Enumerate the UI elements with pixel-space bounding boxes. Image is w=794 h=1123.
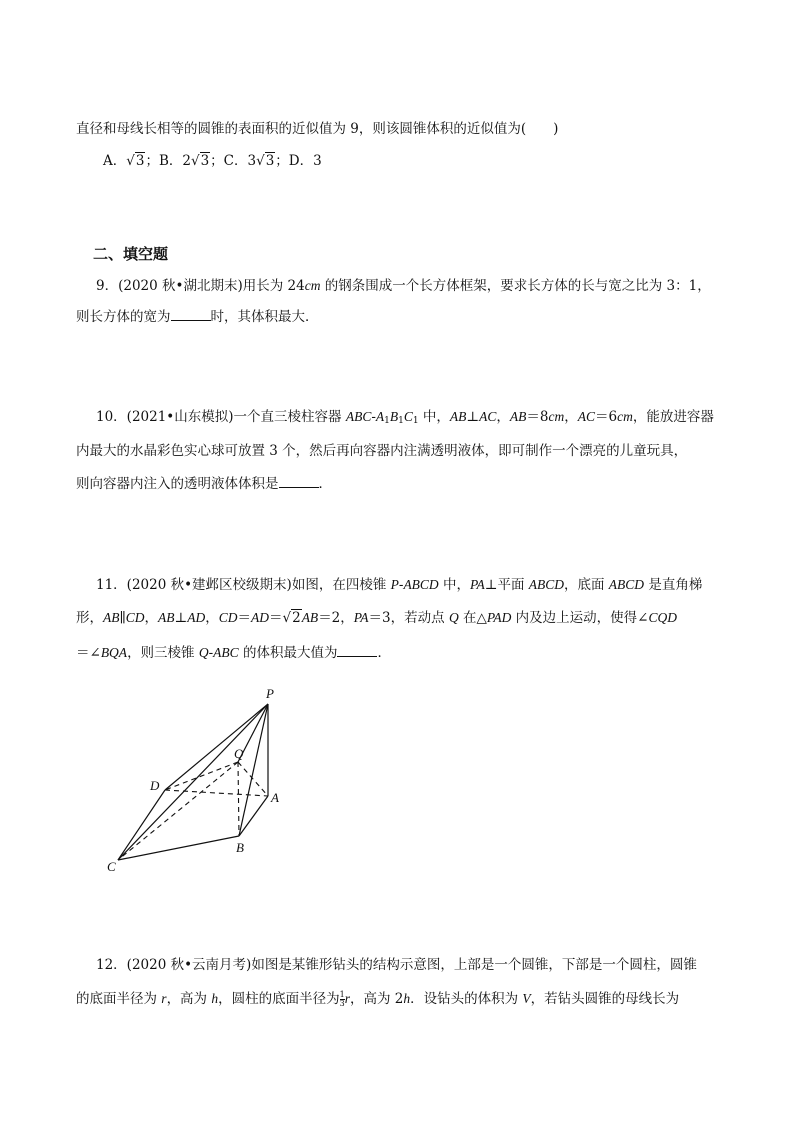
q11-answer-blank[interactable] — [337, 642, 377, 657]
edge-qa-hidden — [238, 762, 268, 796]
label-b: B — [236, 840, 244, 855]
edge-dc — [118, 790, 165, 860]
edge-qd-hidden — [165, 762, 238, 790]
q8-options: A．√3；B．2√3；C．3√3；D．3 — [103, 153, 322, 169]
label-p: P — [266, 686, 274, 701]
q10-line3: 则向容器内注入的透明液体体积是 ． — [76, 473, 332, 494]
edge-qc-hidden — [118, 762, 238, 860]
label-c: C — [107, 859, 116, 874]
q9-line2: 则长方体的宽为 时，其体积最大． — [76, 306, 319, 327]
q8-stem: 直径和母线长相等的圆锥的表面积的近似值为 9，则该圆锥体积的近似值为( ) — [76, 121, 559, 137]
q12-line1: 12．(2020 秋•云南月考)如图是某锥形钻头的结构示意图，上部是一个圆锥，下部是一个圆柱，圆锥 — [96, 957, 697, 973]
q10-answer-blank[interactable] — [279, 473, 319, 488]
q9-answer-blank[interactable] — [171, 306, 211, 321]
edge-cb — [118, 836, 239, 860]
label-a: A — [271, 790, 279, 805]
q11-line1: 11．(2020 秋•建邺区校级期末)如图，在四棱锥 P-ABCD 中，PA⊥平面 ABCD，底面 ABCD 是直角梯 — [96, 577, 703, 593]
section-heading: 二、填空题 — [93, 245, 169, 263]
label-d: D — [150, 778, 160, 793]
pyramid-figure — [100, 680, 300, 875]
label-q: Q — [234, 746, 244, 761]
q9-line1: 9．(2020 秋•湖北期末)用长为 24cm 的钢条围成一个长方体框架，要求长方体的长与宽之比为 3：1， — [96, 278, 711, 294]
q12-line2: 的底面半径为 r，高为 h，圆柱的底面半径为 $\frac{1}{3}$ r，高为 2h．设钻头的体积为 V，若钻头圆锥的母线长为 — [76, 990, 680, 1008]
q11-line2: 形，AB∥CD，AB⊥AD，CD＝AD＝√2AB＝2，PA＝3，若动点 Q 在△PAD 内及边上运动，使得∠CQD — [76, 610, 678, 626]
edge-qb-hidden — [238, 762, 239, 836]
q11-line3: ＝∠BQA，则三棱锥 Q-ABC 的体积最大值为 ． — [76, 642, 391, 663]
fraction-one-third: $\frac{1}{3}$ — [339, 990, 345, 1008]
q10-line1: 10．(2021•山东模拟)一个直三棱柱容器 ABC-$A_1B_1C_1$ 中，AB⊥AC，AB＝8cm，AC＝6cm，能放进容器 — [96, 409, 714, 426]
edge-pc — [118, 704, 268, 860]
q10-line2: 内最大的水晶彩色实心球可放置 3 个，然后再向容器内注满透明液体，即可制作一个漂亮的儿童玩具， — [76, 443, 688, 459]
